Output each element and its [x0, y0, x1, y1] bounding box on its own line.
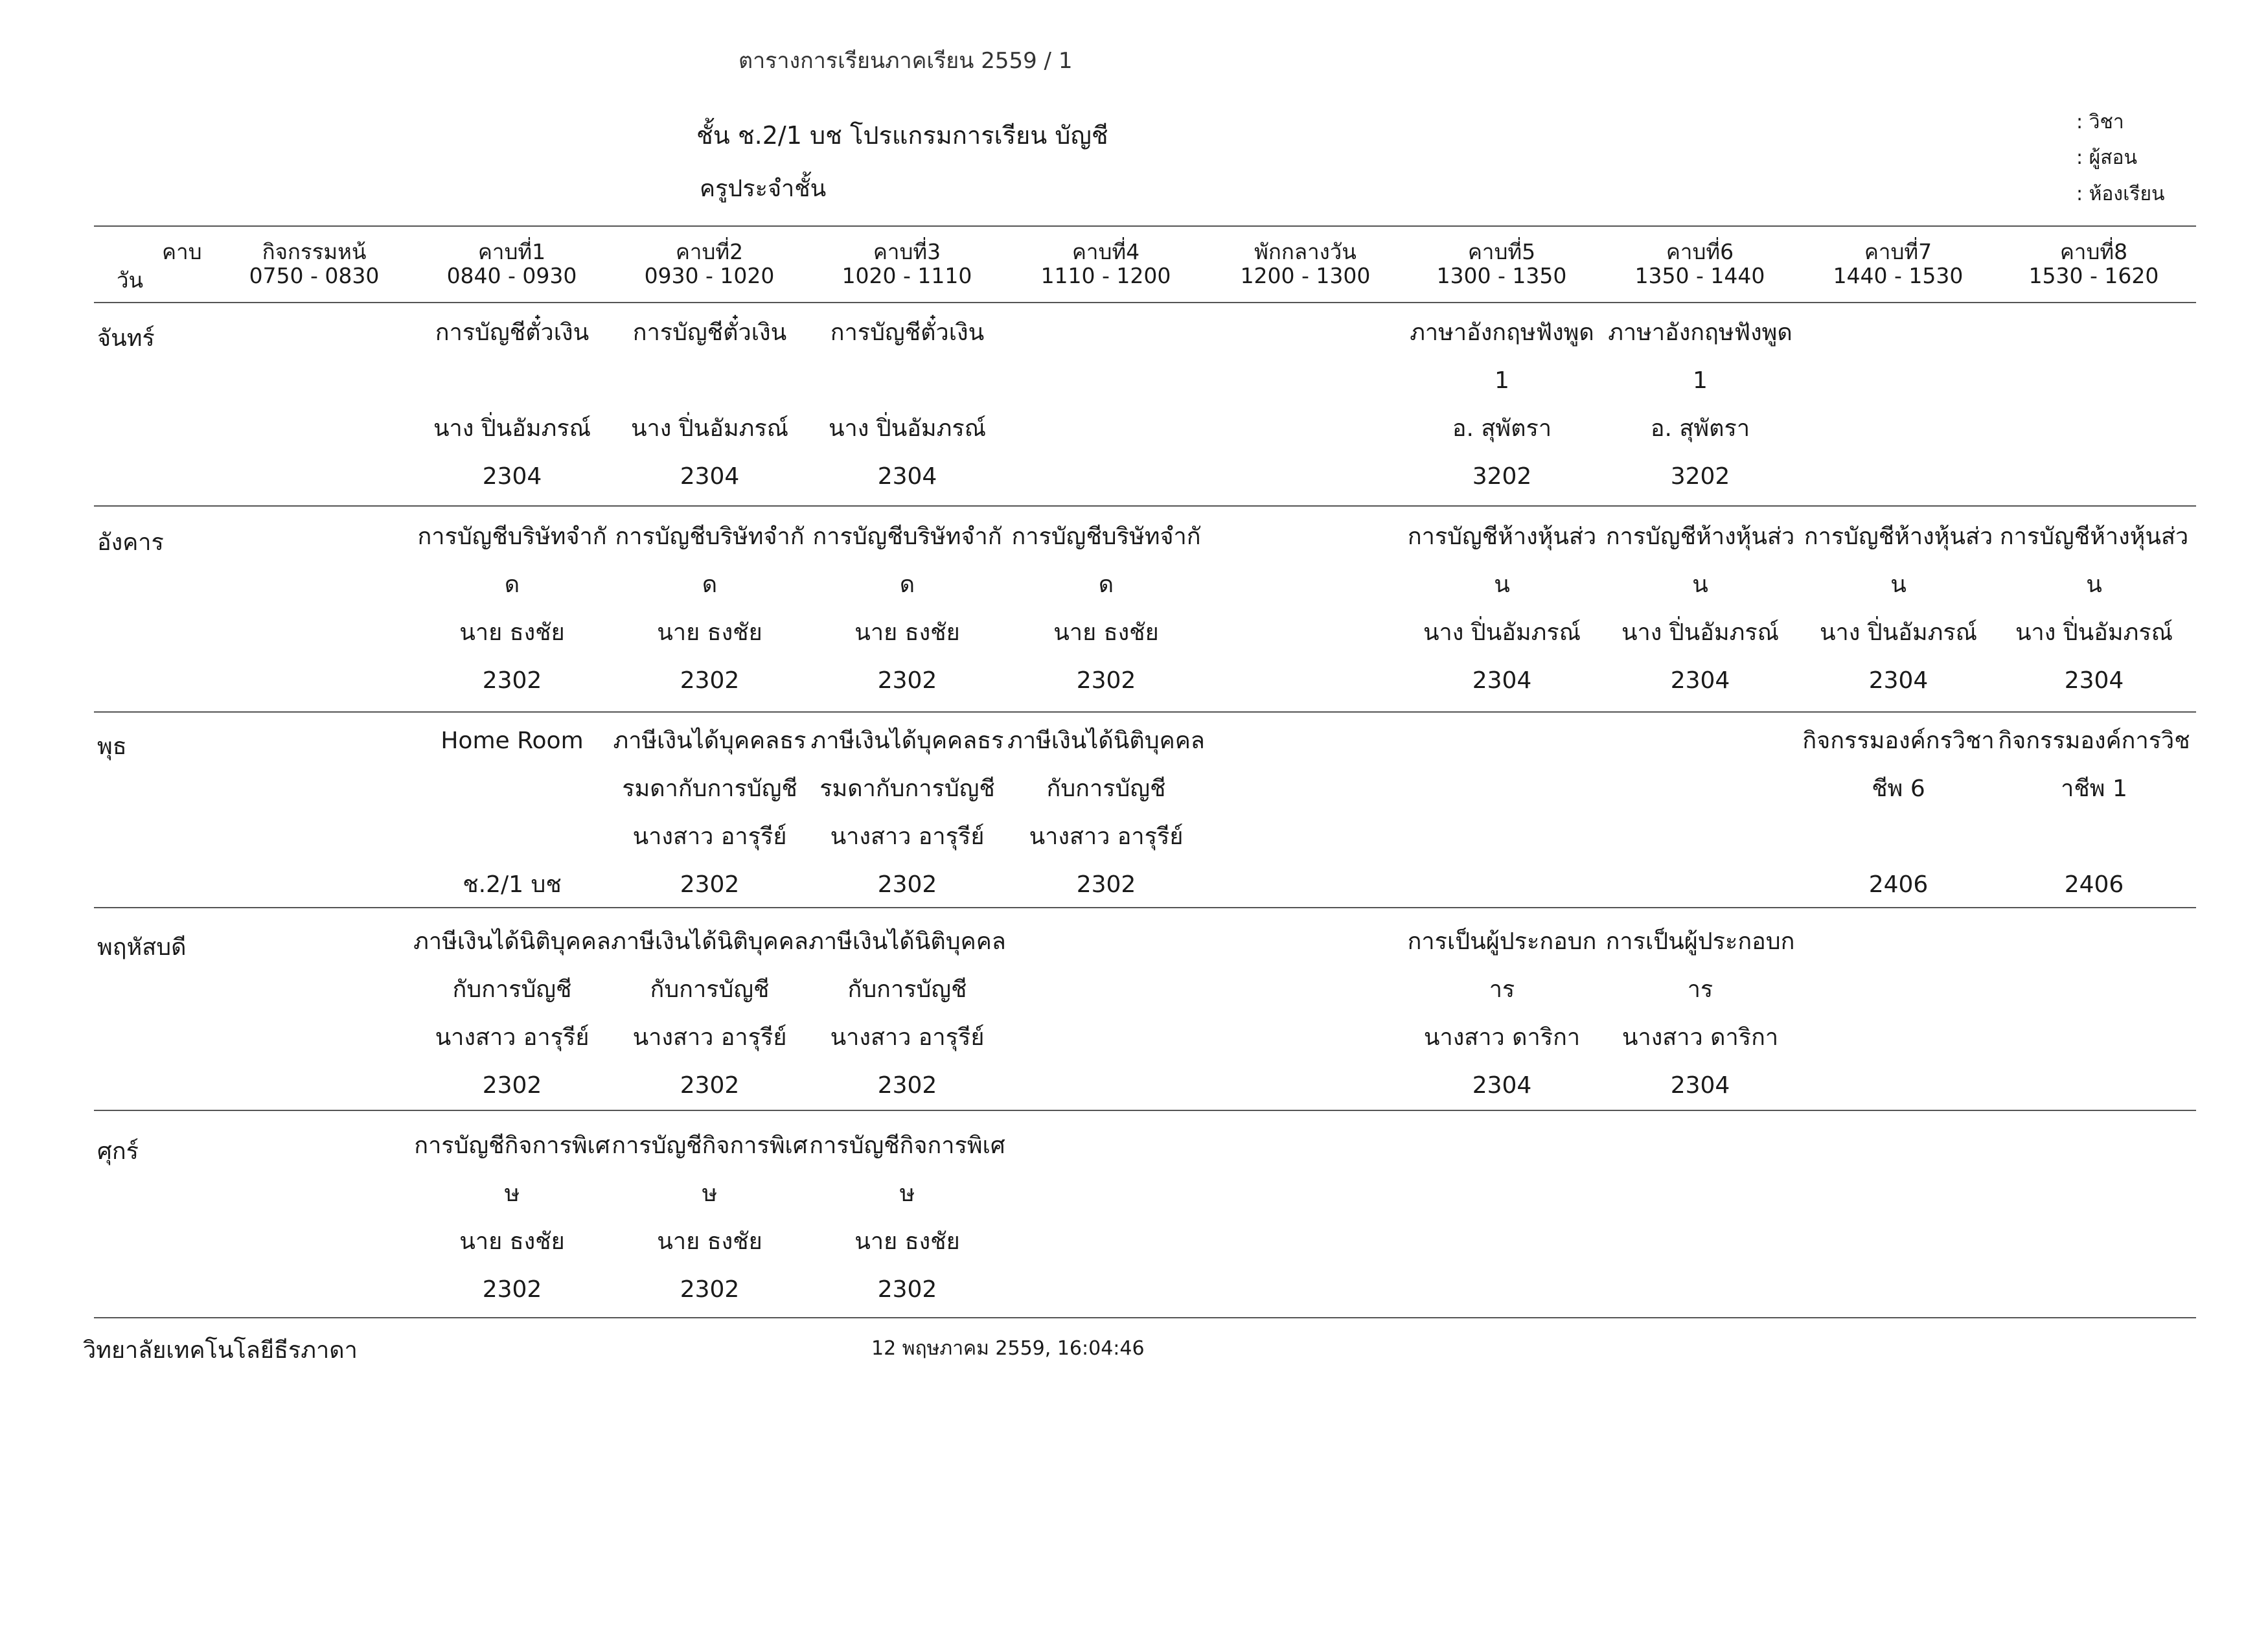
room-number: 2302: [877, 1276, 937, 1303]
teacher-name: นาง ปิ่นอัมภรณ์: [828, 415, 987, 442]
teacher-name: นางสาว อารุรีย์: [830, 823, 985, 850]
column-header-label: คาบที่1: [477, 239, 546, 264]
room-number: 2302: [1076, 667, 1136, 694]
subject-name-cont: [611, 357, 808, 405]
period-cell: [808, 309, 1006, 501]
teacher-name: นาง ปิ่นอัมภรณ์: [1819, 619, 1978, 646]
subject-name: การบัญชีบริษัทจำกั: [417, 523, 607, 550]
teacher-name: นาย ธงชัย: [854, 619, 960, 646]
subject-name: ภาษาอังกฤษฟังพูด: [1410, 319, 1594, 346]
period-cell: [413, 1122, 611, 1314]
subject-name-cont: [808, 357, 1006, 405]
room-number: 2406: [1868, 871, 1929, 898]
subject-name-cont: ษ: [702, 1180, 718, 1207]
period-cell: [1995, 717, 2193, 909]
room-number: 2406: [2064, 871, 2124, 898]
subject-name-cont: กับการบัญชี: [650, 976, 770, 1003]
room-number: 2302: [482, 1276, 542, 1303]
room-number: 2302: [680, 871, 740, 898]
teacher-name: อ. สุพัตรา: [1452, 415, 1552, 442]
homeroom-teacher-label: ครูประจำชั้น: [700, 176, 827, 202]
column-header-label: คาบที่5: [1467, 239, 1536, 264]
room-number: 2304: [482, 463, 542, 490]
subject-name-cont: าร: [1687, 976, 1713, 1003]
period-cell: [1800, 717, 1997, 909]
subject-name-cont: ด: [1098, 571, 1114, 598]
column-header-label: คาบที่8: [2059, 239, 2128, 264]
subject-name-cont: 1: [1693, 367, 1708, 394]
subject-name: ภาษีเงินได้บุคคลธร: [613, 728, 807, 754]
subject-name: การบัญชีกิจการพิเศ: [414, 1132, 610, 1159]
period-cell: [1007, 717, 1205, 909]
subject-name: การบัญชีห้างหุ้นส่ว: [1804, 523, 1993, 550]
teacher-name: นาง ปิ่นอัมภรณ์: [1423, 619, 1581, 646]
day-label: ศุกร์: [97, 1138, 139, 1165]
period-cell: [611, 513, 808, 705]
room-number: 2302: [680, 1072, 740, 1099]
day-label: พุธ: [97, 733, 127, 760]
subject-name: การบัญชีตั๋วเงิน: [830, 319, 985, 346]
subject-name-cont: ชีพ 6: [1872, 775, 1925, 802]
column-header: [418, 235, 606, 288]
subject-name-cont: [413, 357, 611, 405]
legend-room: : ห้องเรียน: [2076, 183, 2165, 205]
teacher-name: [1800, 813, 1997, 861]
room-number: 2302: [680, 1276, 740, 1303]
column-header: [220, 235, 408, 288]
subject-name: Home Room: [441, 728, 584, 754]
teacher-name: นางสาว อารุรีย์: [632, 823, 787, 850]
table-bottom-rule: [94, 1317, 2196, 1318]
subject-name-cont: 1: [1495, 367, 1509, 394]
subject-name: การบัญชีบริษัทจำกั: [615, 523, 805, 550]
column-header-time: 1110 - 1200: [1040, 263, 1171, 288]
column-header-label: คาบที่7: [1864, 239, 1932, 264]
day-label: อังคาร: [97, 529, 164, 556]
room-number: 2302: [877, 1072, 937, 1099]
subject-name-cont: รมดากับการบัญชี: [819, 775, 995, 802]
teacher-name: นาย ธงชัย: [459, 619, 565, 646]
subject-name-cont: าร: [1489, 976, 1515, 1003]
subject-name-cont: รมดากับการบัญชี: [622, 775, 797, 802]
column-header: [1804, 235, 1992, 288]
period-cell: [808, 513, 1006, 705]
period-cell: [611, 309, 808, 501]
room-number: ช.2/1 บช: [463, 871, 562, 898]
subject-name-cont: น: [2086, 571, 2102, 598]
column-header-time: 0930 - 1020: [644, 263, 775, 288]
subject-name: ภาษีเงินได้นิติบุคคล: [413, 928, 611, 955]
room-number: 2302: [877, 667, 937, 694]
column-header-label: คาบที่6: [1666, 239, 1734, 264]
period-cell: [808, 918, 1006, 1110]
subject-name-cont: น: [1890, 571, 1907, 598]
column-header-label: คาบ: [162, 239, 202, 264]
teacher-name: นาง ปิ่นอัมภรณ์: [1621, 619, 1780, 646]
room-number: 2304: [1670, 1072, 1730, 1099]
legend-subject: : วิชา: [2076, 111, 2124, 133]
period-cell: [1995, 513, 2193, 705]
subject-name: ภาษีเงินได้นิติบุคคล: [1007, 728, 1205, 754]
room-number: 2304: [1472, 667, 1532, 694]
column-header: [117, 235, 207, 297]
teacher-name: นาย ธงชัย: [459, 1228, 565, 1255]
day-label: พฤหัสบดี: [97, 934, 187, 961]
teacher-name: [413, 813, 611, 861]
subject-name: การบัญชีกิจการพิเศ: [809, 1132, 1005, 1159]
teacher-name: นาย ธงชัย: [657, 619, 762, 646]
period-cell: [1601, 918, 1799, 1110]
subject-name-cont: กับการบัญชี: [847, 976, 967, 1003]
column-header-time: 0750 - 0830: [249, 263, 380, 288]
teacher-name: นางสาว ดาริกา: [1621, 1024, 1779, 1051]
teacher-name: นาง ปิ่นอัมภรณ์: [630, 415, 789, 442]
period-cell: [413, 918, 611, 1110]
subject-name-cont: าชีพ 1: [2061, 775, 2127, 802]
subject-name-cont: กับการบัญชี: [452, 976, 572, 1003]
period-cell: [1403, 513, 1601, 705]
subject-name: ภาษาอังกฤษฟังพูด: [1608, 319, 1793, 346]
column-header-label: คาบที่2: [675, 239, 744, 264]
room-number: 2302: [482, 1072, 542, 1099]
teacher-name: นางสาว อารุรีย์: [1029, 823, 1184, 850]
column-header-time: 1440 - 1530: [1833, 263, 1964, 288]
room-number: 2302: [680, 667, 740, 694]
legend-teacher: : ผู้สอน: [2076, 146, 2138, 169]
column-header: [615, 235, 803, 288]
subject-name: การบัญชีตั๋วเงิน: [632, 319, 787, 346]
room-number: 2302: [877, 871, 937, 898]
teacher-name: อ. สุพัตรา: [1650, 415, 1750, 442]
column-header: [1211, 235, 1399, 288]
period-cell: [413, 717, 611, 909]
room-number: 2304: [1670, 667, 1730, 694]
subject-name: การบัญชีห้างหุ้นส่ว: [1999, 523, 2189, 550]
subject-name: การบัญชีห้างหุ้นส่ว: [1407, 523, 1597, 550]
subject-name: ภาษีเงินได้บุคคลธร: [810, 728, 1004, 754]
column-header-label: กิจกรรมหน้: [262, 239, 367, 264]
subject-name: การบัญชีห้างหุ้นส่ว: [1605, 523, 1795, 550]
column-header-time: 1530 - 1620: [2028, 263, 2159, 288]
row-divider: [94, 1110, 2196, 1111]
subject-name: กิจกรรมองค์กรวิชา: [1802, 728, 1995, 754]
period-cell: [1800, 513, 1997, 705]
subject-name: ภาษีเงินได้นิติบุคคล: [611, 928, 808, 955]
column-header-label: พักกลางวัน: [1254, 239, 1357, 264]
period-cell: [611, 717, 808, 909]
column-header-time: 1020 - 1110: [842, 263, 972, 288]
column-header-time: วัน: [117, 268, 144, 293]
column-header-time: 1300 - 1350: [1436, 263, 1567, 288]
period-cell: [1007, 513, 1205, 705]
room-number: 2304: [680, 463, 740, 490]
subject-name: การเป็นผู้ประกอบก: [1407, 928, 1597, 955]
room-number: 3202: [1670, 463, 1730, 490]
column-header: [1408, 235, 1596, 288]
room-number: 2304: [1472, 1072, 1532, 1099]
teacher-name: นาย ธงชัย: [657, 1228, 762, 1255]
room-number: 3202: [1472, 463, 1532, 490]
row-divider: [94, 711, 2196, 713]
footer-printed-at: 12 พฤษภาคม 2559, 16:04:46: [871, 1337, 1145, 1360]
column-header: [2000, 235, 2188, 288]
column-header-time: 1200 - 1300: [1240, 263, 1371, 288]
teacher-name: นาง ปิ่นอัมภรณ์: [2015, 619, 2173, 646]
room-number: 2302: [482, 667, 542, 694]
subject-name-cont: [413, 765, 611, 813]
column-header-label: คาบที่3: [873, 239, 941, 264]
subject-name: การบัญชีบริษัทจำกั: [1011, 523, 1201, 550]
period-cell: [1403, 918, 1601, 1110]
row-divider: [94, 505, 2196, 507]
subject-name-cont: ษ: [504, 1180, 520, 1207]
period-cell: [413, 513, 611, 705]
period-cell: [808, 717, 1006, 909]
teacher-name: นางสาว อารุรีย์: [435, 1024, 590, 1051]
subject-name: การบัญชีบริษัทจำกั: [812, 523, 1002, 550]
subject-name-cont: ด: [504, 571, 520, 598]
period-cell: [611, 918, 808, 1110]
room-number: 2304: [1868, 667, 1929, 694]
teacher-name: นาย ธงชัย: [1053, 619, 1159, 646]
footer-institution: วิทยาลัยเทคโนโลยีธีรภาดา: [83, 1337, 358, 1364]
day-label: จันทร์: [97, 325, 155, 352]
column-header: [1606, 235, 1794, 288]
table-top-rule: [94, 225, 2196, 227]
class-program-subtitle: ชั้น ช.2/1 บช โปรแกรมการเรียน บัญชี: [696, 121, 1108, 150]
column-header-time: 1350 - 1440: [1634, 263, 1765, 288]
column-header: [813, 235, 1001, 288]
subject-name-cont: ด: [702, 571, 718, 598]
subject-name-cont: น: [1692, 571, 1708, 598]
room-number: 2302: [1076, 871, 1136, 898]
teacher-name: นางสาว อารุรีย์: [632, 1024, 787, 1051]
period-cell: [611, 1122, 808, 1314]
subject-name: การบัญชีกิจการพิเศ: [612, 1132, 808, 1159]
teacher-name: นาย ธงชัย: [854, 1228, 960, 1255]
teacher-name: นางสาว อารุรีย์: [830, 1024, 985, 1051]
subject-name: การเป็นผู้ประกอบก: [1605, 928, 1795, 955]
column-header-label: คาบที่4: [1071, 239, 1140, 264]
document-title: ตารางการเรียนภาคเรียน 2559 / 1: [739, 48, 1073, 74]
subject-name: กิจกรรมองค์การวิช: [1998, 728, 2190, 754]
header-bottom-rule: [94, 302, 2196, 303]
column-header-time: 0840 - 0930: [446, 263, 577, 288]
period-cell: [1403, 309, 1601, 501]
room-number: 2304: [2064, 667, 2124, 694]
subject-name-cont: ษ: [899, 1180, 915, 1207]
subject-name-cont: น: [1494, 571, 1510, 598]
subject-name: การบัญชีตั๋วเงิน: [435, 319, 590, 346]
subject-name-cont: ด: [899, 571, 915, 598]
teacher-name: นางสาว ดาริกา: [1423, 1024, 1581, 1051]
column-header: [1012, 235, 1200, 288]
period-cell: [1601, 513, 1799, 705]
period-cell: [808, 1122, 1006, 1314]
room-number: 2304: [877, 463, 937, 490]
teacher-name: นาง ปิ่นอัมภรณ์: [433, 415, 591, 442]
period-cell: [1601, 309, 1799, 501]
subject-name: ภาษีเงินได้นิติบุคคล: [808, 928, 1006, 955]
period-cell: [413, 309, 611, 501]
subject-name-cont: กับการบัญชี: [1046, 775, 1166, 802]
teacher-name: [1995, 813, 2193, 861]
